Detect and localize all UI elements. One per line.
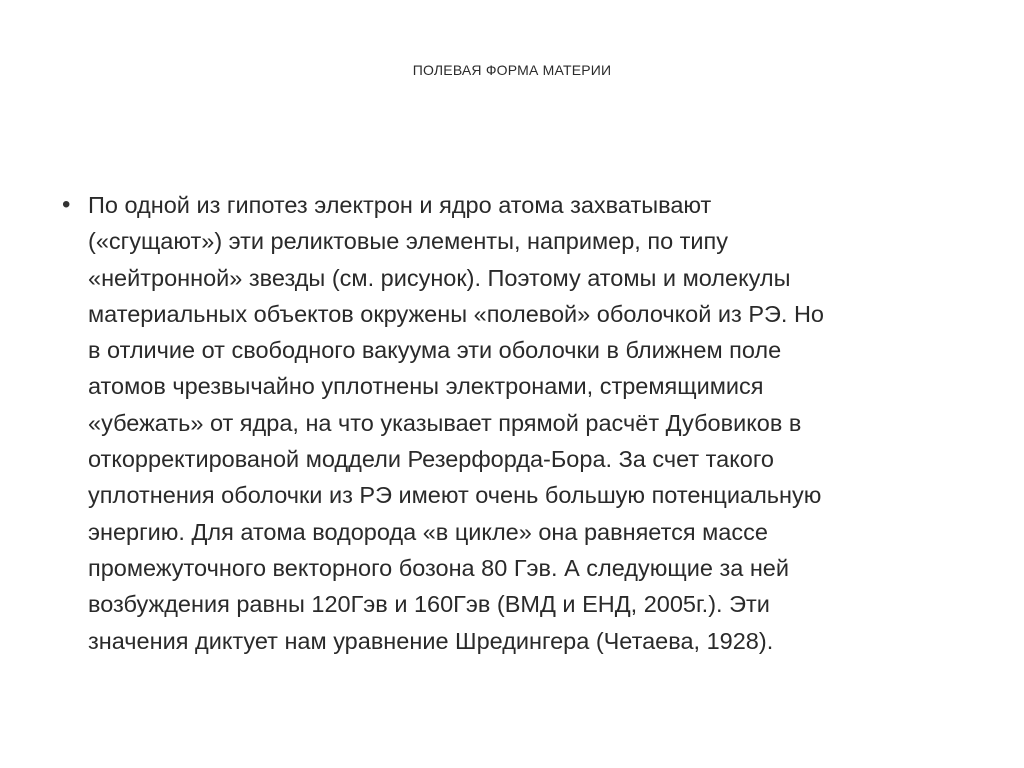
bullet-marker: • xyxy=(62,191,71,218)
slide-content xyxy=(62,187,974,659)
slide-title: ПОЛЕВАЯ ФОРМА МАТЕРИИ xyxy=(412,62,612,78)
bullet-text: По одной из гипотез электрон и ядро атома захватывают («сгущают») эти реликтовые элементы, например, по типу «нейтронной» звезды (см. рисунок). Поэтому атомы и молекулы материальных объектов окружены «полевой» оболочкой из РЭ. Но в отличие от свободного вакуума эти оболочки в ближнем поле атомов чрезвычайно уплотнены электронами, стремящимися «убежать» от ядра, на что указывает прямой расчёт Дубовиков в откорректированой моддели Резерфорда-Бора. За счет такого уплотнения оболочки из РЭ имеют очень большую потенциальную энергию. Для атома водорода «в цикле» она равняется массе промежуточного векторного бозона 80 Гэв. А следующие за ней возбуждения равны 120Гэв и 160Гэв (ВМД и ЕНД, 2005г.). Эти значения диктует нам уравнение Шредингера (Четаева, 1928). xyxy=(88,192,825,654)
bullet-item xyxy=(62,187,974,659)
